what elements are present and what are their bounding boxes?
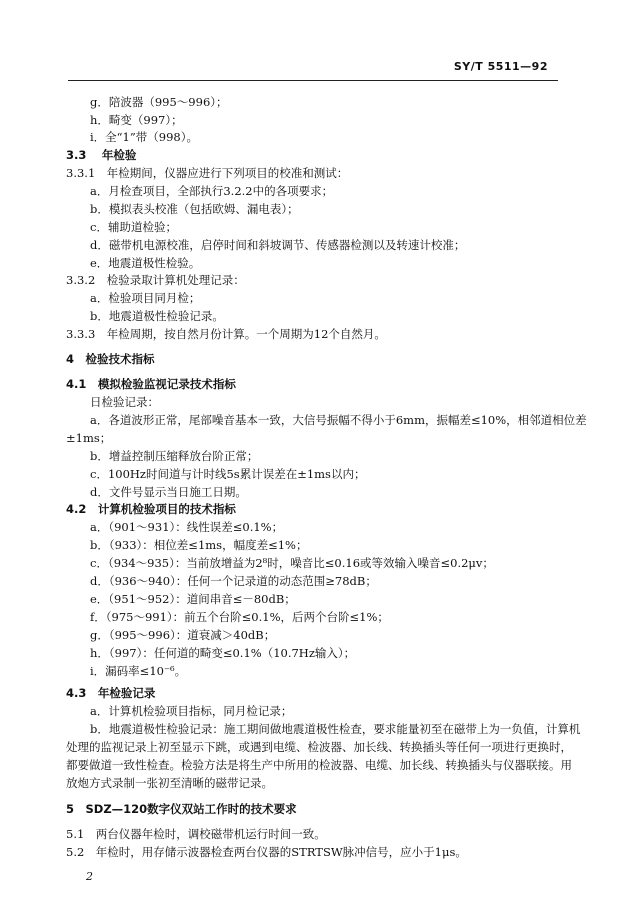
- section-5-2: 5.2 年检时，用存储示波器检查两台仪器的STRTSW脉冲信号，应小于1μs。: [66, 845, 467, 859]
- section-5-heading: 5 SDZ—120数字仪双站工作时的技术要求: [66, 802, 297, 816]
- standard-code-header: SY/T 5511—92: [453, 60, 548, 73]
- item-h-1: h．畸变（997）；: [90, 113, 183, 127]
- item-4-2-h: h．（997）：任何道的畸变≤0.1%（10.7Hz输入）；: [90, 646, 356, 660]
- item-g-1: g．陪波器（995～996）；: [90, 95, 228, 109]
- section-3-3-2: 3.3.2 检验录取计算机处理记录：: [66, 273, 245, 287]
- item-3-3-2-a: a．检验项目同月检；: [90, 291, 201, 305]
- item-4-2-b: b．（933）：相位差≤1ms，幅度差≤1%；: [90, 538, 308, 552]
- section-3-3-1: 3.3.1 年检期间，仪器应进行下列项目的校准和测试：: [66, 166, 349, 180]
- item-4-2-i: i．漏码率≤10⁻⁶。: [90, 664, 187, 678]
- item-4-3-b-cont-1: 处理的监视记录上初至显示下跳，或遇到电缆、检波器、加长线、转换插头等任何一项进行更换时，: [66, 740, 572, 754]
- item-4-2-f: f．（975～991）：前五个台阶≤0.1%，后两个台阶≤1%；: [90, 610, 389, 624]
- item-3-3-1-c: c．辅助道检验；: [90, 220, 177, 234]
- item-4-1-a: a．各道波形正常，尾部噪音基本一致，大信号振幅不得小于6mm，振幅差≤10%，相邻道相位差: [90, 413, 587, 427]
- item-4-1-b: b．增益控制压缩释放台阶正常；: [90, 449, 259, 463]
- item-4-2-g: g．（995～996）：道衰减＞40dB；: [90, 628, 276, 642]
- header-rule: [68, 80, 558, 81]
- item-4-2-c: c．（934～935）：当前放增益为2⁸时，噪音比≤0.16或等效输入噪音≤0.2μv；: [90, 556, 494, 570]
- item-4-2-e: e．（951～952）：道间串音≤－80dB；: [90, 592, 296, 606]
- item-4-3-b-cont-2: 都要做道一致性检查。检验方法是将生产中所用的检波器、电缆、加长线、转换插头与仪器联接。用: [66, 758, 572, 772]
- item-4-3-b: b．地震道极性检验记录：施工期间做地震道极性检查，要求能量初至在磁带上为一负值，计算机: [90, 722, 581, 736]
- item-4-3-b-cont-3: 放炮方式录制一张初至清晰的磁带记录。: [66, 776, 273, 790]
- daily-record-label: 日检验记录：: [90, 395, 159, 409]
- item-4-2-d: d．（936～940）：任何一个记录道的动态范围≥78dB；: [90, 574, 377, 588]
- item-3-3-1-e: e．地震道极性检验。: [90, 256, 201, 270]
- section-4-3-heading: 4.3 年检验记录: [66, 686, 156, 700]
- section-5-1: 5.1 两台仪器年检时，调校磁带机运行时间一致。: [66, 827, 326, 841]
- item-4-1-a-cont: ±1ms；: [66, 431, 112, 445]
- section-3-3-3: 3.3.3 年检周期，按自然月份计算。一个周期为12个自然月。: [66, 327, 386, 341]
- section-4-1-heading: 4.1 模拟检验监视记录技术指标: [66, 377, 236, 391]
- item-4-2-a: a．（901～931）：线性误差≤0.1%；: [90, 520, 284, 534]
- page-number: 2: [86, 870, 93, 883]
- item-4-1-c: c．100Hz时间道与计时线5s累计误差在±1ms以内；: [90, 467, 366, 481]
- item-3-3-1-a: a．月检查项目，全部执行3.2.2中的各项要求；: [90, 184, 334, 198]
- section-4-heading: 4 检验技术指标: [66, 352, 155, 366]
- item-4-1-d: d．文件号显示当日施工日期。: [90, 485, 247, 499]
- item-i-1: i．全“1”带（998）。: [90, 130, 198, 144]
- section-3-3-heading: 3.3 年检验: [66, 148, 137, 162]
- section-4-2-heading: 4.2 计算机检验项目的技术指标: [66, 502, 236, 516]
- item-4-3-a: a．计算机检验项目指标，同月检记录；: [90, 704, 293, 718]
- item-3-3-1-b: b．模拟表头校准（包括欧姆、漏电表）；: [90, 202, 299, 216]
- item-3-3-1-d: d．磁带机电源校准，启停时间和斜坡调节、传感器检测以及转速计校准；: [90, 238, 466, 252]
- item-3-3-2-b: b．地震道极性检验记录。: [90, 309, 224, 323]
